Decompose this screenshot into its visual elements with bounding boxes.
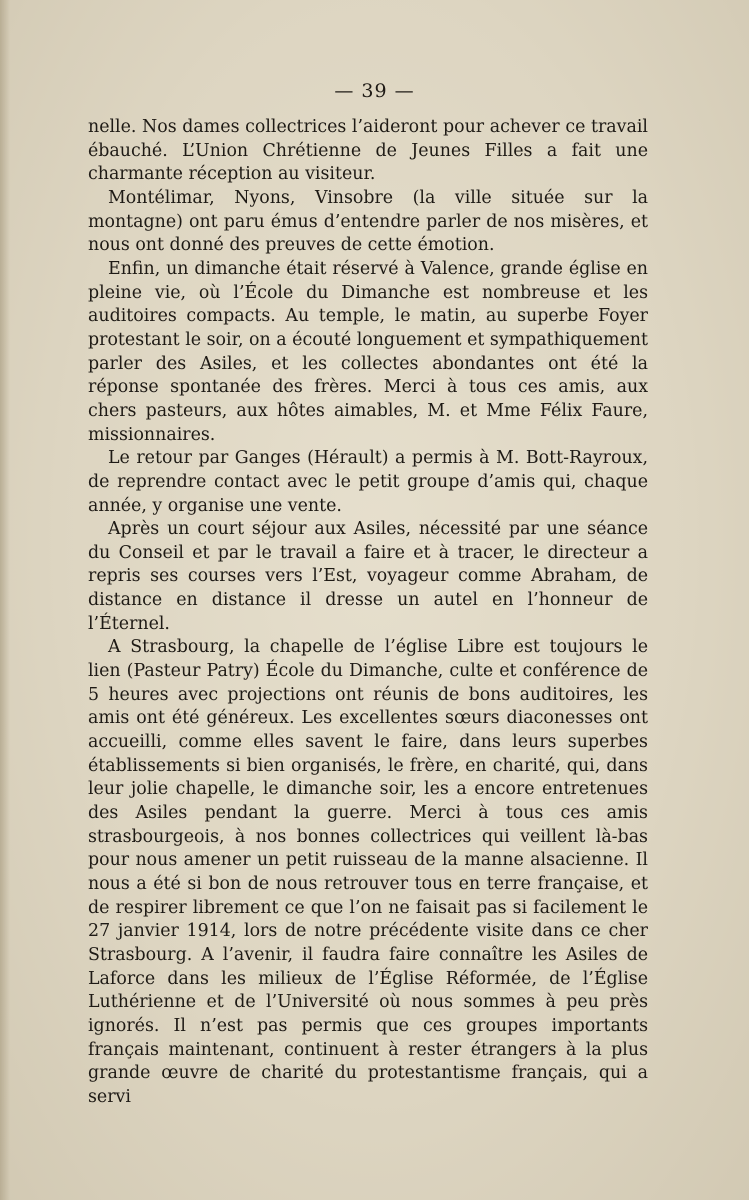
paragraph-2: Montélimar, Nyons, Vinsobre (la ville située sur la montagne) ont paru émus d’entendre parler de nos misères, et nous ont donné des preuves de cette émotion. [88, 187, 648, 256]
paragraph-3: Enfin, un dimanche était réservé à Valence, grande église en pleine vie, où l’École du Dimanche est nombreuse et les auditoires compacts. Au temple, le matin, au superbe Foyer protestant le soir, on a écouté longuement et sympathiquement parler des Asiles, et les collectes abondantes ont été la réponse spontanée des frères. Merci à tous ces amis, aux chers pasteurs, aux hôtes aimables, M. et Mme Félix Faure, missionnaires. [88, 258, 648, 445]
paragraph-5: Après un court séjour aux Asiles, nécessité par une séance du Conseil et par le travail a faire et à tracer, le directeur a repris ses courses vers l’Est, voyageur comme Abraham, de distance en distance il dresse un autel en l’honneur de l’Éternel. [88, 519, 648, 634]
page-text [88, 116, 648, 1110]
paragraph-4: Le retour par Ganges (Hérault) a permis à M. Bott-Rayroux, de reprendre contact avec le petit groupe d’amis qui, chaque année, y organise une vente. [88, 448, 648, 516]
paragraph-6: A Strasbourg, la chapelle de l’église Libre est toujours le lien (Pasteur Patry) École du Dimanche, culte et conférence de 5 heures avec projections ont réunis de bons auditoires, les amis ont été généreux. Les excellentes sœurs diaconesses ont accueilli, comme elles savent le faire, dans leurs superbes établissements si bien organisés, le frère, en charité, qui, dans leur jolie chapelle, le dimanche soir, les a encore entretenues des Asiles pendant la guerre. Merci à tous ces amis strasbourgeois, à nos bonnes collectrices qui veillent là-bas pour nous amener un petit ruisseau de la manne alsacienne. Il nous a été si bon de nous retrouver tous en terre française, et de respirer librement ce que l’on ne faisait pas si facilement le 27 janvier 1914, lors de notre précédente visite dans ce cher Strasbourg. A l’avenir, il faudra faire connaître les Asiles de Laforce dans les milieux de l’Église Réformée, de l’Église Luthérienne et de l’Université où nous sommes à peu près ignorés. Il n’est pas permis que ces groupes importants français maintenant, continuent à rester étrangers à la plus grande œuvre de charité du protestantisme français, qui a servi [88, 637, 648, 1107]
page-binding-edge [0, 0, 10, 1200]
paragraph-1: nelle. Nos dames collectrices l’aideront pour achever ce travail ébauché. L’Union Chrétienne de Jeunes Filles a fait une charmante réception au visiteur. [88, 117, 648, 185]
page-number: — 39 — [334, 80, 415, 102]
